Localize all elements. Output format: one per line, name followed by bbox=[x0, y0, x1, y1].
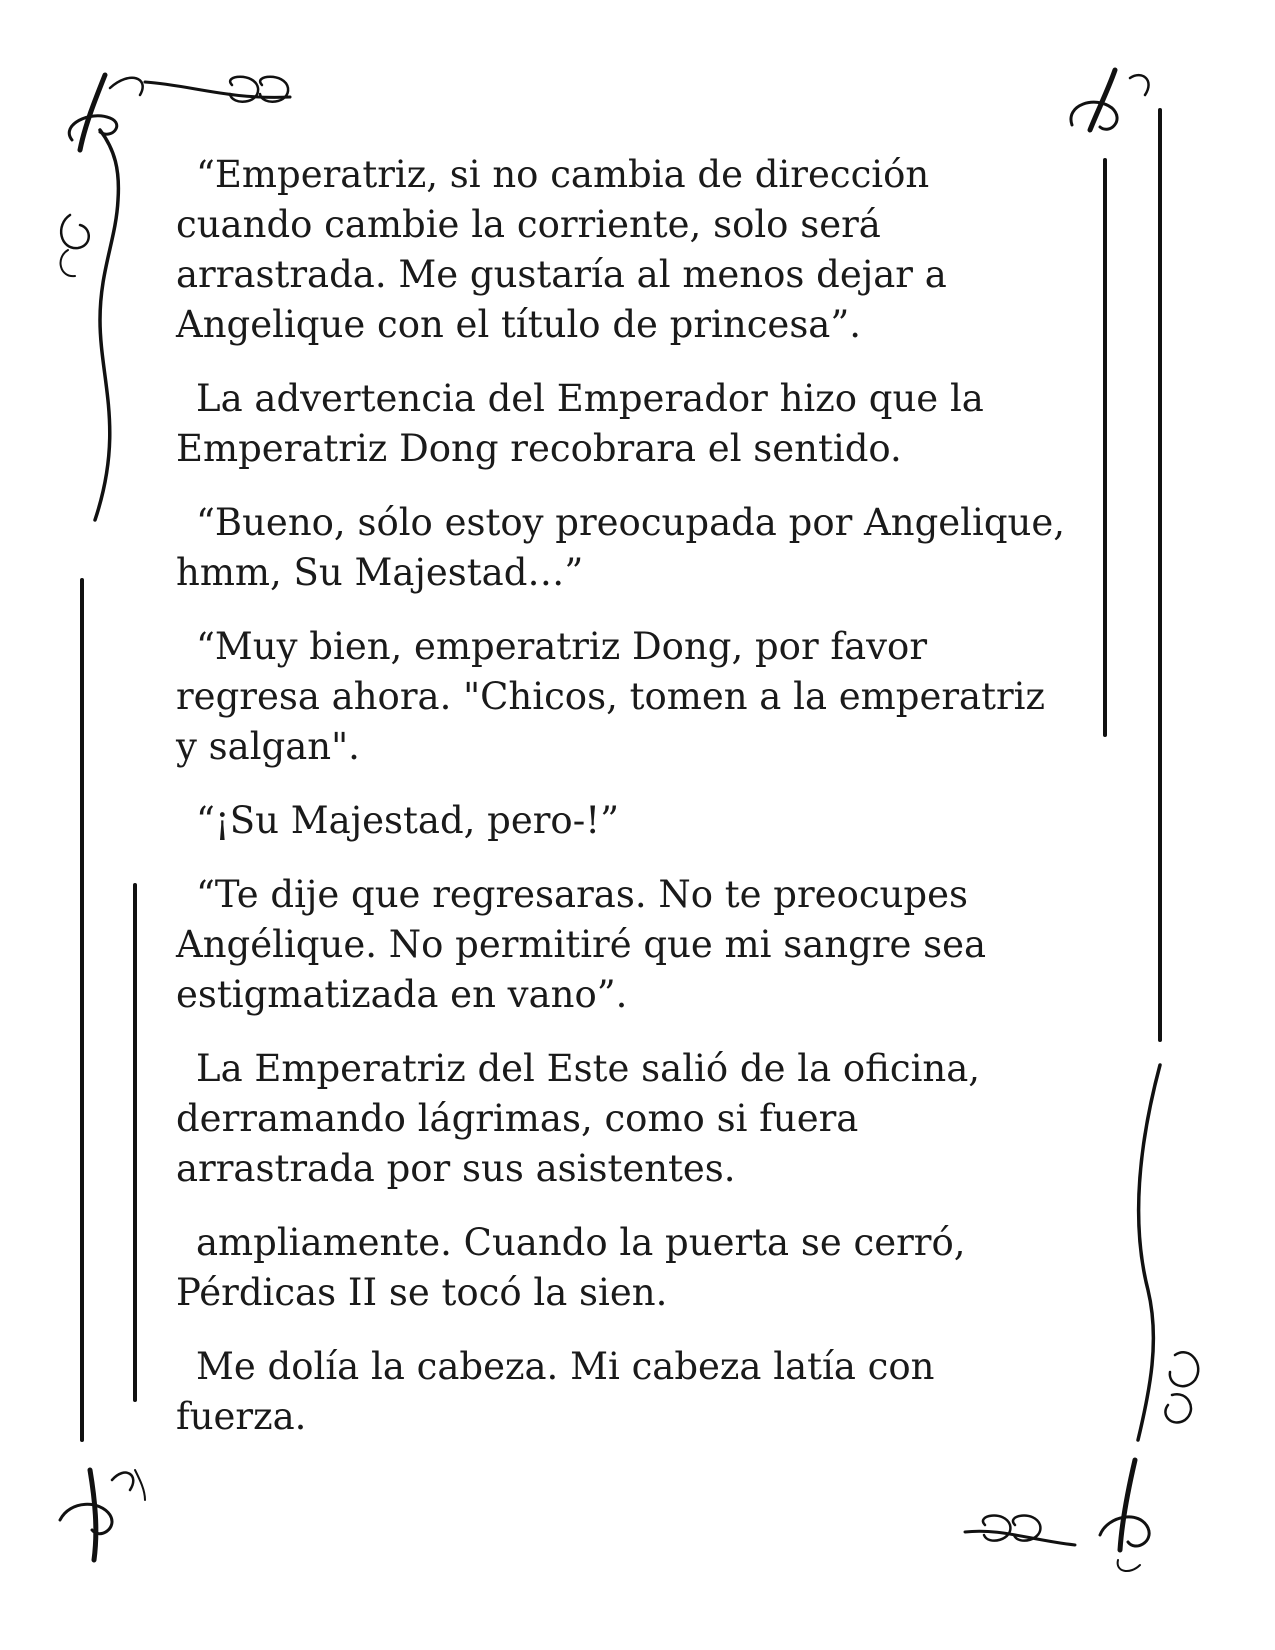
paragraph: “Emperatriz, si no cambia de dirección cuando cambie la corriente, solo será arrastrada. Me gustaría al menos dejar a Angelique con el título de princesa”. bbox=[176, 153, 947, 346]
story-text bbox=[176, 150, 1096, 1466]
paragraph: ampliamente. Cuando la puerta se cerró, Pérdicas II se tocó la sien. bbox=[176, 1221, 966, 1314]
paragraph: “Muy bien, emperatriz Dong, por favor regresa ahora. "Chicos, tomen a la emperatriz y salgan". bbox=[176, 625, 1045, 768]
paragraph: La Emperatriz del Este salió de la oficina, derramando lágrimas, como si fuera arrastrada por sus asistentes. bbox=[176, 1047, 981, 1190]
paragraph: “¡Su Majestad, pero-!” bbox=[196, 799, 619, 842]
paragraph: “Bueno, sólo estoy preocupada por Angelique, hmm, Su Majestad…” bbox=[176, 501, 1066, 594]
paragraph: “Te dije que regresaras. No te preocupes Angélique. No permitiré que mi sangre sea estigmatizada en vano”. bbox=[176, 873, 987, 1016]
paragraph: Me dolía la cabeza. Mi cabeza latía con fuerza. bbox=[176, 1345, 935, 1438]
top-right-flourish-icon bbox=[1071, 70, 1149, 130]
bottom-left-flourish-icon bbox=[60, 1470, 145, 1560]
paragraph: La advertencia del Emperador hizo que la Emperatriz Dong recobrara el sentido. bbox=[176, 377, 984, 470]
